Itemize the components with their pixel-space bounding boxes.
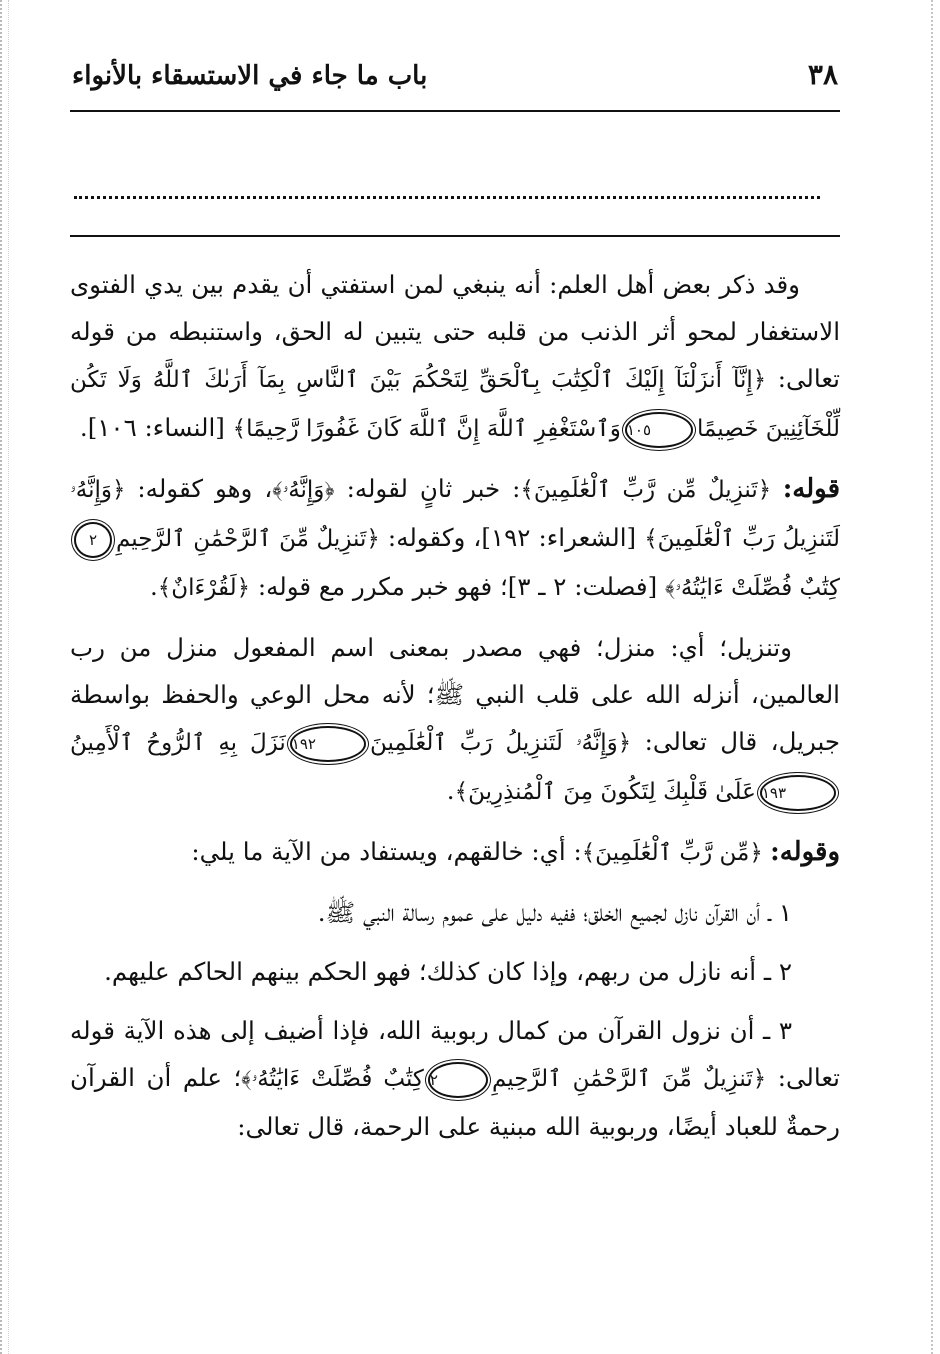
ayah-number-marker: ٢ <box>74 522 112 558</box>
list-item-text: ٣ ـ أن نزول القرآن من كمال ربوبية الله، فإذا أضيف إلى هذه الآية قوله تعالى: <box>70 1016 841 1092</box>
ayah-number-marker: ١٩٢ <box>290 726 366 762</box>
quran-verse: ﴿تَنزِيلٌ مِّنَ ٱلرَّحْمَٰنِ ٱلرَّحِيمِ <box>116 526 380 552</box>
scan-margin-dots-left-inner <box>8 0 10 1354</box>
quran-verse: كِتَٰبٌ فُصِّلَتْ ءَايَٰتُهُۥ﴾ <box>664 575 840 601</box>
quran-verse: ﴿إِنَّآ أَنزَلْنَآ إِلَيْكَ ٱلْكِتَٰبَ بِٱلْحَقِّ لِتَحْكُمَ بَيْنَ ٱلنَّاسِ بِمَآ أَرَىٰكَ ٱللَّهُ وَلَا تَكُن لِّلْخَآئِنِينَ خَصِيمًا <box>70 367 840 442</box>
list-item-text: ٢ ـ أنه نازل من ربهم، وإذا كان كذلك؛ فهو الحكم بينهم الحاكم عليهم. <box>104 957 792 986</box>
paragraph-text: : أي: خالقهم، ويستفاد من الآية ما يلي: <box>191 837 582 866</box>
paragraph-text: ، وهو كقوله: <box>125 474 273 503</box>
chapter-title: باب ما جاء في الاستسقاء بالأنواء <box>72 61 428 91</box>
commentary-lead: قوله: <box>782 474 841 504</box>
paragraph-text: . <box>149 572 158 601</box>
ayah-number-marker: ١٩٣ <box>760 775 836 811</box>
page-header <box>70 58 840 112</box>
list-item-text: ١ ـ أن القرآن نازل لجميع الخلق؛ ففيه دليل على عموم رسالة النبي ﷺ. <box>317 898 792 927</box>
quran-verse: ﴿وَإِنَّهُۥ لَتَنزِيلُ رَبِّ ٱلْعَٰلَمِينَ﴾ <box>70 477 840 552</box>
page-body <box>70 261 840 1150</box>
paragraph-text: وتنزيل؛ أي: منزل؛ فهي مصدر بمعنى اسم المفعول منزل من رب العالمين، أنزله الله على قلب النبي ﷺ؛ لأنه محل الوعي والحفظ بواسطة جبريل، قال تعالى: <box>70 633 840 756</box>
quran-verse: ﴿مِّن رَّبِّ ٱلْعَٰلَمِينَ﴾ <box>581 840 771 866</box>
paragraph-text: وقد ذكر بعض أهل العلم: أنه ينبغي لمن استفتي أن يقدم بين يدي الفتوى الاستغفار لمحو أثر الذنب من قلبه حتى يتبين له الحق، واستنبطه من قوله تعالى: <box>70 270 841 393</box>
paragraph-rabb-alamin <box>70 828 840 877</box>
commentary-lead: وقوله: <box>770 837 840 867</box>
verse-reference: [فصلت: ٢ ـ ٣]؛ فهو خبر مكرر مع قوله: <box>250 572 665 601</box>
paragraph-text: : خبر ثانٍ لقوله: <box>334 474 521 503</box>
section-divider <box>70 235 840 237</box>
quran-verse: ﴿تَنزِيلٌ مِّنَ ٱلرَّحْمَٰنِ ٱلرَّحِيمِ <box>491 1066 767 1092</box>
verse-reference: [الشعراء: ١٩٢]، وكقوله: <box>379 523 645 552</box>
page-number: ٣٨ <box>807 58 838 91</box>
list-item-2 <box>70 948 840 995</box>
list-item-1 <box>70 889 840 936</box>
book-page <box>70 58 840 1162</box>
quran-verse: ﴿لَقُرْءَانٌ﴾ <box>157 575 251 601</box>
paragraph-meaning <box>70 624 840 816</box>
quran-verse: عَلَىٰ قَلْبِكَ لِتَكُونَ مِنَ ٱلْمُنذِرِينَ﴾ <box>454 779 756 805</box>
scan-margin-dots-right <box>931 0 934 1354</box>
quran-verse: ﴿تَنزِيلٌ مِّن رَّبِّ ٱلْعَٰلَمِينَ﴾ <box>520 477 783 503</box>
quran-verse: كِتَٰبٌ فُصِّلَتْ ءَايَٰتُهُۥ﴾ <box>241 1066 424 1092</box>
quran-verse: وَٱسْتَغْفِرِ ٱللَّهَ إِنَّ ٱللَّهَ كَانَ غَفُورًا رَّحِيمًا﴾ <box>232 416 621 442</box>
verse-reference: [النساء: ١٠٦]. <box>79 413 233 442</box>
paragraph-istighfar <box>70 261 840 453</box>
paragraph-tanzil <box>70 465 840 612</box>
omitted-text-dotted-line <box>74 152 820 199</box>
quran-verse: ﴿وَإِنَّهُۥ﴾ <box>272 477 335 503</box>
list-item-text: ؛ علم أن القرآن رحمةٌ للعباد أيضًا، وربوبية الله مبنية على الرحمة، قال تعالى: <box>70 1063 840 1141</box>
quran-verse: نَزَلَ بِهِ ٱلرُّوحُ ٱلْأَمِينُ <box>70 730 286 756</box>
quran-verse: ﴿وَإِنَّهُۥ لَتَنزِيلُ رَبِّ ٱلْعَٰلَمِينَ <box>369 730 632 756</box>
paragraph-text: . <box>446 776 455 805</box>
list-item-3 <box>70 1007 840 1150</box>
ayah-number-marker: ٢ <box>428 1062 488 1098</box>
ayah-number-marker: ١٠٥ <box>625 412 693 448</box>
